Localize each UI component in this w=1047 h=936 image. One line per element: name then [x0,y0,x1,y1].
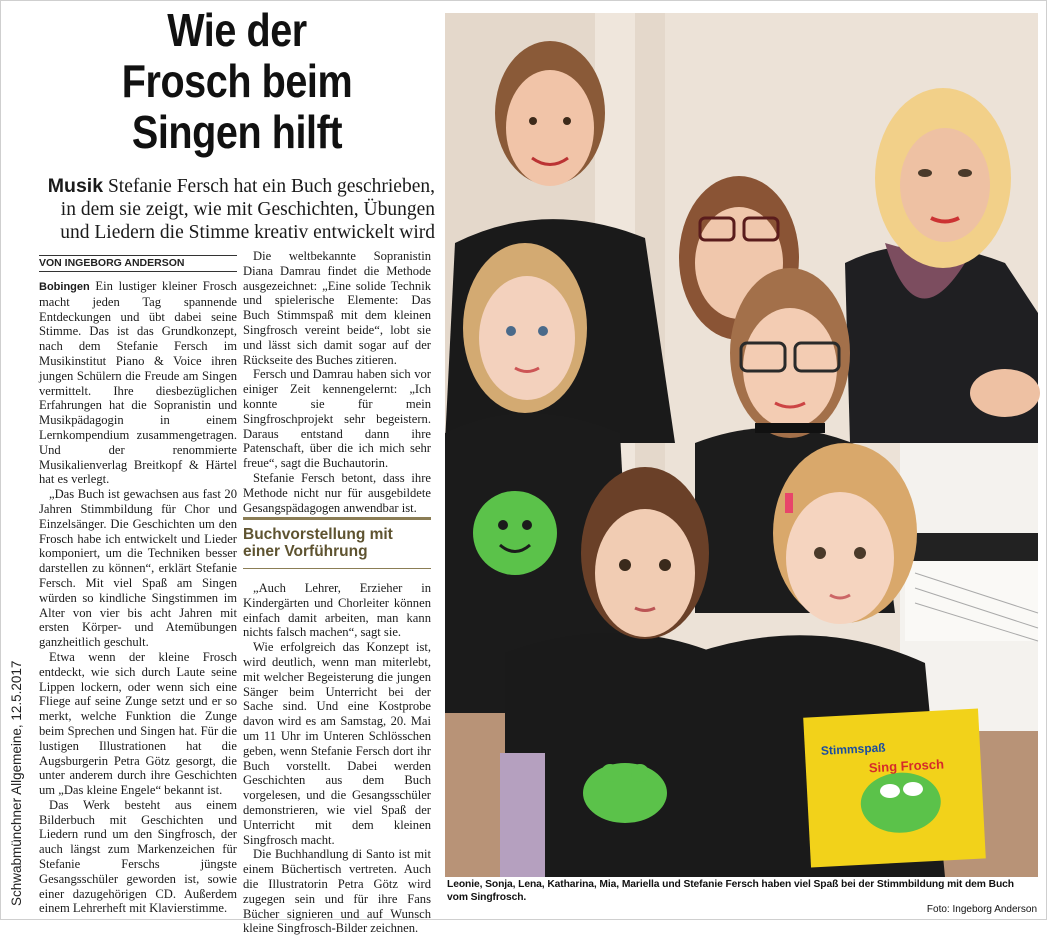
paragraph: Etwa wenn der kleine Frosch entdeckt, wie sich durch Laute seine Lippen lockern, oder wenn sich eine Fliege auf seine Zunge setzt und er so merkt, welche Funktion die Zunge beim Sprechen und Singen hat. Für die lustigen Illustrationen hat die Augsburgerin Petra Götz gesorgt, die unter anderem durch ihre Geschichten um „Das kleine Engele“ bekannt ist. [39,649,237,798]
photo-caption [447,879,1037,917]
article-column-1 [39,279,237,916]
svg-text:Sing Frosch: Sing Frosch [868,756,945,776]
headline-line-1: Wie der [167,4,307,56]
paragraph: Fersch und Damrau haben sich vor einiger Zeit kennengelernt: „Ich konnte sie für mein Singfroschprojekt sehr begeistern. Daraus entstand dann ihre Patenschaft, über die ich mich sehr freue“, sagt die Buchautorin. [243,367,431,471]
photo-credit: Foto: Ingeborg Anderson [926,904,1037,915]
byline: VON INGEBORG ANDERSON [39,255,237,272]
group-photo-illustration [445,13,1038,877]
article-column-2 [243,249,431,515]
paragraph: Die weltbekannte Sopranistin Diana Damrau findet die Methode ausgezeichnet: „Eine solide Technik und spielerische Elemente: Das Buch Stimmspaß mit dem kleinen Singfrosch vereint beide“, lobt sie und lässt sich damit sogar auf der Rückseite des Buches zitieren. [243,249,431,367]
piano-keyboard [905,561,1038,641]
piano-black-keys [910,533,1038,563]
paragraph: Bobingen Ein lustiger kleiner Frosch macht jeden Tag spannende Entdeckungen und übt dabei seine Stimme. Das ist das Grundkonzept, nach dem Stefanie Fersch im Musikinstitut Piano & Voice ihren jungen Schülern die Freude am Singen vermittelt. Ihre diesbezüglichen Erfahrungen hat die Sopranistin und Musikpädagogin in einem Lernkompendium zusammengetragen. Und der renommierte Musikalienverlag Breitkopf & Härtel hat es verlegt. [39,279,237,487]
dateline: Bobingen [39,281,90,293]
caption-text: Leonie, Sonja, Lena, Katharina, Mia, Mariella und Stefanie Fersch haben viel Spaß bei der Stimmbildung mit dem Buch vom Singfrosch. [447,879,1014,903]
source-credit: Schwabmünchner Allgemeine, 12.5.2017 [9,660,24,906]
frog-print [583,763,667,823]
paragraph: Das Werk besteht aus einem Bilderbuch mit Geschichten und Liedern rund um den Singfrosch, der auch längst zum Markenzeichen für Stefanie Ferschs jüngste Gesangsschüler geworden ist, sowie einer dazugehörigen CD. Außerdem einem Lehrerheft mit Klavierstimme. [39,797,237,916]
paragraph: Stefanie Fersch betont, dass ihre Methode nicht nur für ausgebildete Gesangspädagogen anwendbar ist. [243,470,431,515]
paragraph: Wie erfolgreich das Konzept ist, wird deutlich, wenn man miterlebt, mit welcher Begeisterung die jungen Sänger beim Unterricht bei der Sache sind. Und eine Kostprobe davon wird es am Samstag, 20. Mai um 11 Uhr im Unteren Schlösschen geben, wenn Stefanie Fersch dort ihr Buch vorstellt. Dabei werden Geschichten aus dem Buch vorgelesen, und die Gesangsschüler demonstrieren, wie viel Spaß der Unterricht mit dem kleinen Singfrosch macht. [243,640,431,847]
svg-text:Stimmspaß: Stimmspaß [820,740,886,758]
paragraph: „Das Buch ist gewachsen aus fast 20 Jahren Stimmbildung für Chor und Einzelsänger. Die Geschichten um den Frosch habe ich entwickelt und Lieder komponiert, um die Techniken besser darstellen zu können“, erklärt Stefanie Fersch. Mit viel Spaß am Singen würden so kindliche Singstimmen im Alter von vier bis acht Jahren mit ersten Körper- und Atemübungen ganzheitlich geschult. [39,487,237,650]
paragraph: „Auch Lehrer, Erzieher in Kindergärten und Chorleiter können einfach damit arbeiten, man kann nichts falsch machen“, sagt sie. [243,581,431,640]
singfrosch-book [803,709,986,868]
paragraph: Die Buchhandlung di Santo ist mit einem Büchertisch vertreten. Auch die Illustratorin Petra Götz wird zugegen sein und für ihre Fans Bücher signieren und auf Wunsch kleine Singfrosch-Bilder zeichnen. [243,847,431,936]
headline-line-2: Frosch beim [121,55,353,107]
subheadline [37,175,435,244]
headline-line-3: Singen hilft [131,106,343,158]
group-photo [445,13,1038,877]
subsection-heading: Buchvorstellung mit einer Vorführung [243,517,431,569]
article-column-2-continued [243,581,431,936]
topic-kicker: Musik [47,175,104,197]
headline [65,5,409,158]
subheadline-text: Stefanie Fersch hat ein Buch geschrieben, in dem sie zeigt, wie mit Geschichten, Übungen und Liedern die Stimme kreativ entwickelt wird [60,176,435,243]
frog-face-print [473,491,557,575]
